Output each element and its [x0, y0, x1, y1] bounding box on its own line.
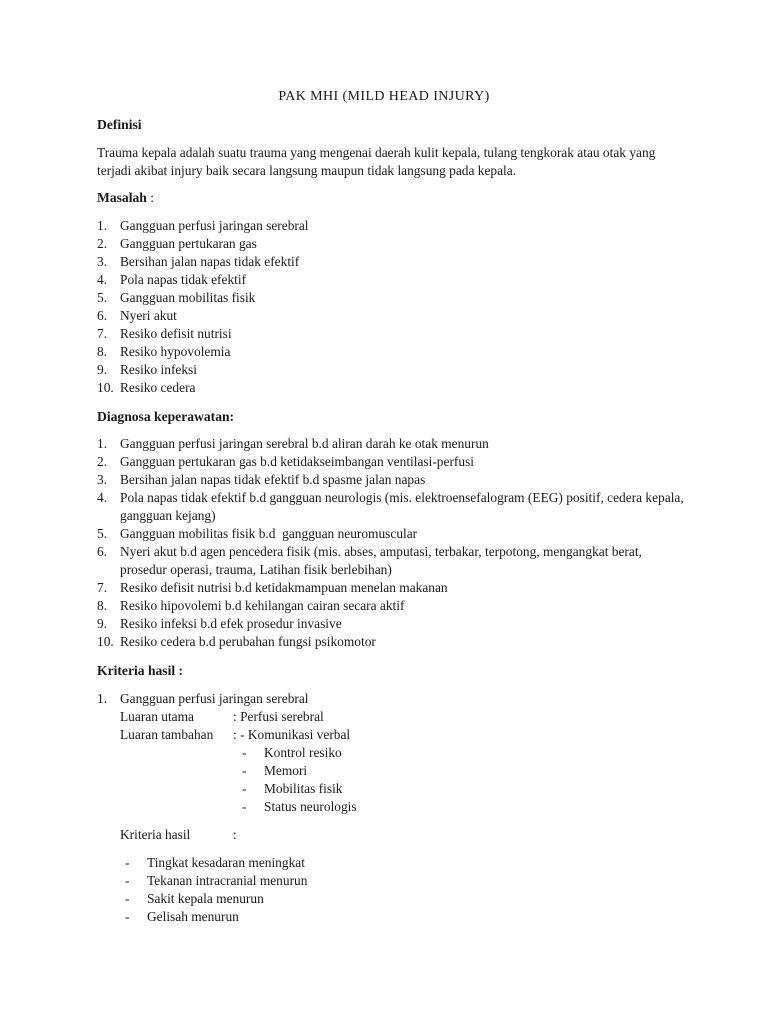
list-item: [97, 543, 687, 579]
kriteria-hasil-colon: :: [233, 827, 237, 842]
dash-bullet: -: [242, 763, 247, 778]
list-item: [97, 471, 687, 489]
list-item: [97, 343, 687, 361]
luaran-utama-value: : Perfusi serebral: [233, 709, 324, 724]
hasil-text: Tekanan intracranial menurun: [147, 873, 308, 888]
dash-bullet: -: [242, 799, 247, 814]
list-number: 10.: [97, 380, 114, 395]
luaran-tambahan-value: : - Komunikasi verbal: [233, 727, 351, 742]
list-text: Bersihan jalan napas tidak efektif b.d spasme jalan napas: [120, 472, 426, 487]
list-number: 4.: [97, 490, 108, 505]
list-text: Gangguan perfusi jaringan serebral b.d aliran darah ke otak menurun: [120, 436, 489, 451]
page-title: PAK MHI (MILD HEAD INJURY): [278, 89, 490, 104]
list-text-continued: gangguan kejang): [120, 508, 216, 523]
list-text: Gangguan perfusi jaringan serebral: [120, 691, 309, 706]
list-item: [97, 217, 687, 235]
list-number: 9.: [97, 362, 108, 377]
list-text: Nyeri akut b.d agen pencedera fisik (mis. abses, amputasi, terbakar, terpotong, mengangkat berat,: [120, 544, 642, 559]
list-text: Resiko hipovolemi b.d kehilangan cairan secara aktif: [120, 598, 405, 613]
list-item: [97, 235, 687, 253]
list-number: 2.: [97, 236, 108, 251]
masalah-heading-text: Masalah: [97, 190, 147, 205]
tambahan-text: Status neurologis: [264, 799, 357, 814]
list-number: 10.: [97, 634, 114, 649]
tambahan-text: Kontrol resiko: [264, 745, 342, 760]
list-number: 1.: [97, 218, 108, 233]
masalah-list: [97, 217, 687, 397]
list-text: Resiko cedera b.d perubahan fungsi psikomotor: [120, 634, 376, 649]
masalah-heading: [97, 189, 154, 207]
luaran-utama-label: Luaran utama: [120, 709, 194, 724]
list-text: Nyeri akut: [120, 308, 177, 323]
diagnosa-list: [97, 435, 687, 651]
list-number: 8.: [97, 598, 108, 613]
dash-bullet: -: [125, 909, 130, 924]
list-item: [97, 361, 687, 379]
list-number: 6.: [97, 544, 108, 559]
dash-bullet: -: [125, 855, 130, 870]
dash-bullet: -: [125, 873, 130, 888]
dash-bullet: -: [242, 781, 247, 796]
list-number: 5.: [97, 290, 108, 305]
list-number: 9.: [97, 616, 108, 631]
list-text: Resiko hypovolemia: [120, 344, 231, 359]
list-text: Resiko defisit nutrisi b.d ketidakmampuan menelan makanan: [120, 580, 448, 595]
list-text: Pola napas tidak efektif: [120, 272, 247, 287]
list-number: 1.: [97, 691, 108, 706]
definisi-heading: Definisi: [97, 117, 142, 132]
hasil-text: Sakit kepala menurun: [147, 891, 264, 906]
list-text: Resiko infeksi: [120, 362, 197, 377]
list-item: [97, 579, 687, 597]
list-number: 2.: [97, 454, 108, 469]
list-text: Bersihan jalan napas tidak efektif: [120, 254, 300, 269]
list-text: Resiko defisit nutrisi: [120, 326, 232, 341]
list-number: 7.: [97, 326, 108, 341]
list-number: 4.: [97, 272, 108, 287]
list-item: [97, 271, 687, 289]
list-item: [97, 325, 687, 343]
definisi-line-1: Trauma kepala adalah suatu trauma yang mengenai daerah kulit kepala, tulang tengkorak atau otak yang: [97, 145, 656, 160]
list-item: [97, 489, 687, 525]
list-number: 6.: [97, 308, 108, 323]
list-text: Gangguan pertukaran gas b.d ketidakseimbangan ventilasi-perfusi: [120, 454, 474, 469]
list-number: 8.: [97, 344, 108, 359]
list-text: Resiko infeksi b.d efek prosedur invasive: [120, 616, 342, 631]
list-number: 3.: [97, 472, 108, 487]
definisi-paragraph: [97, 144, 677, 180]
list-item: [97, 597, 687, 615]
dash-bullet: -: [242, 745, 247, 760]
luaran-tambahan-label: Luaran tambahan: [120, 727, 214, 742]
dash-bullet: -: [125, 891, 130, 906]
list-text: Gangguan mobilitas fisik: [120, 290, 256, 305]
kriteria-heading: Kriteria hasil :: [97, 663, 184, 678]
list-text: Gangguan mobilitas fisik b.d gangguan neuromuscular: [120, 526, 418, 541]
list-item: [97, 525, 687, 543]
list-item: [97, 379, 687, 397]
list-text: Gangguan perfusi jaringan serebral: [120, 218, 309, 233]
list-text-continued: prosedur operasi, trauma, Latihan fisik berlebihan): [120, 562, 392, 577]
kriteria-hasil-label: Kriteria hasil: [120, 827, 191, 842]
hasil-text: Tingkat kesadaran meningkat: [147, 855, 305, 870]
hasil-text: Gelisah menurun: [147, 909, 239, 924]
tambahan-text: Mobilitas fisik: [264, 781, 343, 796]
list-item: [97, 253, 687, 271]
list-text: Resiko cedera: [120, 380, 196, 395]
list-number: 7.: [97, 580, 108, 595]
list-item: [97, 453, 687, 471]
list-item: [97, 435, 687, 453]
list-item: [97, 615, 687, 633]
tambahan-text: Memori: [264, 763, 308, 778]
list-item: [97, 633, 687, 651]
list-item: [97, 307, 687, 325]
list-item: [97, 289, 687, 307]
list-text: Pola napas tidak efektif b.d gangguan neurologis (mis. elektroensefalogram (EEG) positif, cedera kepala,: [120, 490, 684, 505]
diagnosa-heading: Diagnosa keperawatan:: [97, 409, 235, 424]
list-number: 1.: [97, 436, 108, 451]
list-number: 3.: [97, 254, 108, 269]
list-number: 5.: [97, 526, 108, 541]
masalah-heading-colon: :: [146, 190, 155, 205]
list-text: Gangguan pertukaran gas: [120, 236, 257, 251]
definisi-line-2: terjadi akibat injury baik secara langsung maupun tidak langsung pada kepala.: [97, 163, 517, 178]
